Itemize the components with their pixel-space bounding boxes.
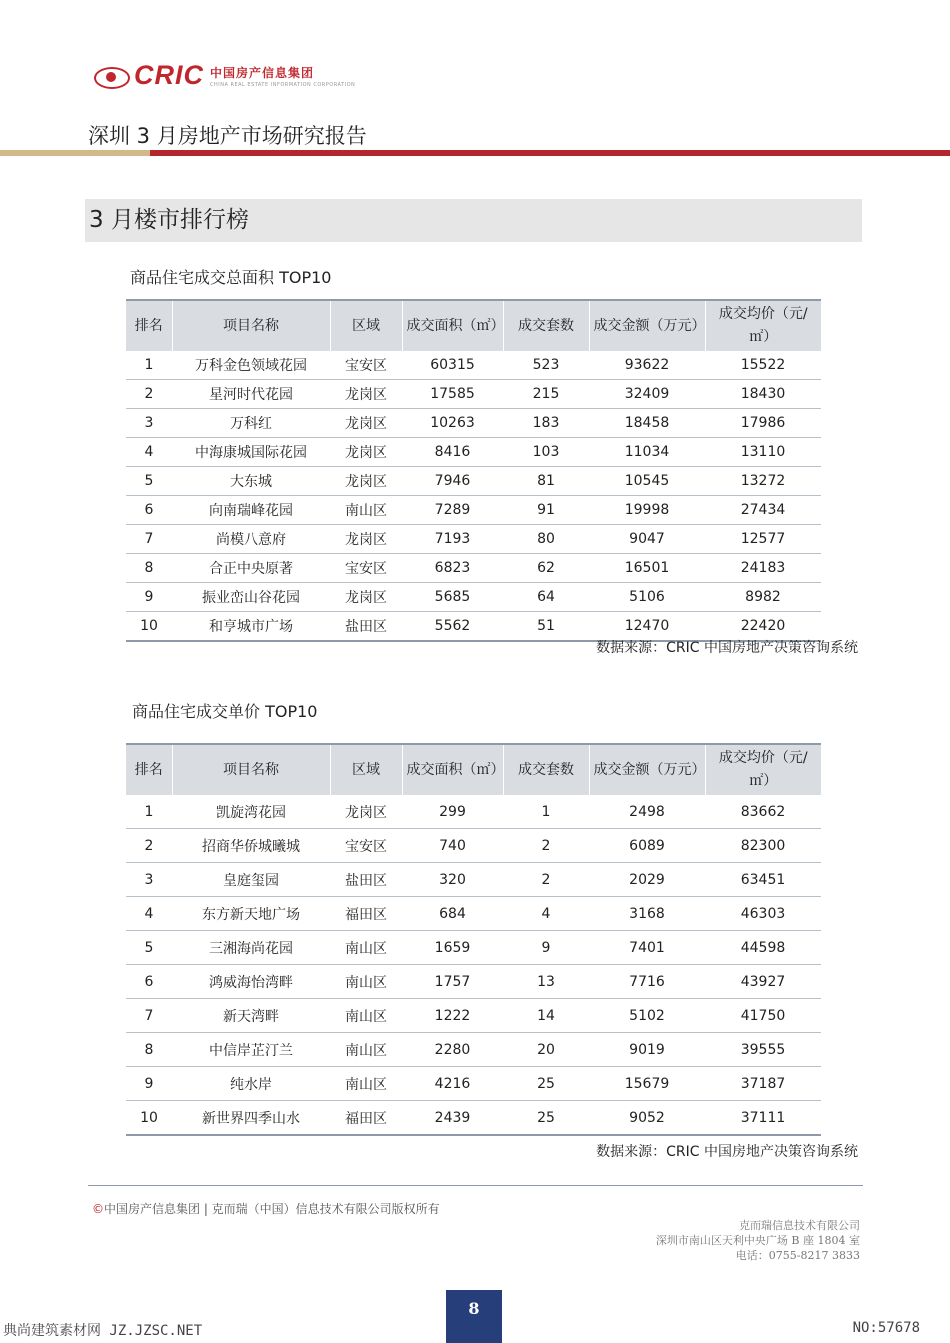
units-cell: 2 (503, 829, 589, 863)
rank-cell: 9 (126, 583, 172, 612)
amount-cell: 9052 (589, 1101, 705, 1136)
amount-cell: 15679 (589, 1067, 705, 1101)
table-row (126, 467, 821, 496)
rank-cell: 9 (126, 1067, 172, 1101)
section-title: 3 月楼市排行榜 (85, 199, 862, 242)
units-cell: 13 (503, 965, 589, 999)
project-name-cell: 和亨城市广场 (172, 612, 330, 642)
units-cell: 20 (503, 1033, 589, 1067)
district-cell: 龙岗区 (330, 438, 402, 467)
logo-en-name: CHINA REAL ESTATE INFORMATION CORPORATION (210, 81, 356, 88)
footer-copyright (92, 1200, 440, 1217)
units-cell: 183 (503, 409, 589, 438)
units-cell: 80 (503, 525, 589, 554)
report-title: 深圳 3 月房地产市场研究报告 (88, 124, 367, 148)
address-street: 深圳市南山区天利中央广场 B 座 1804 室 (655, 1234, 860, 1247)
area-cell: 10263 (402, 409, 503, 438)
amount-cell: 5102 (589, 999, 705, 1033)
avg-price-cell: 13110 (705, 438, 821, 467)
table-row (126, 554, 821, 583)
district-cell: 宝安区 (330, 829, 402, 863)
table-row (126, 1101, 821, 1136)
watermark-left: 典尚建筑素材网 JZ.JZSC.NET (3, 1323, 203, 1339)
project-name-cell: 东方新天地广场 (172, 897, 330, 931)
avg-price-cell: 63451 (705, 863, 821, 897)
project-name-header: 项目名称 (172, 300, 330, 351)
units-header: 成交套数 (503, 300, 589, 351)
units-cell: 9 (503, 931, 589, 965)
rank-cell: 7 (126, 999, 172, 1033)
area-header: 成交面积（㎡） (402, 744, 503, 795)
units-header: 成交套数 (503, 744, 589, 795)
table-row (126, 583, 821, 612)
area-cell: 5685 (402, 583, 503, 612)
price-top10-table (126, 743, 821, 1136)
rank-cell: 5 (126, 931, 172, 965)
rank-cell: 10 (126, 612, 172, 642)
district-cell: 南山区 (330, 1033, 402, 1067)
table-row (126, 1033, 821, 1067)
table-row (126, 380, 821, 409)
project-name-cell: 尚模八意府 (172, 525, 330, 554)
project-name-cell: 万科金色领域花园 (172, 351, 330, 380)
units-cell: 2 (503, 863, 589, 897)
amount-cell: 12470 (589, 612, 705, 642)
table-row (126, 897, 821, 931)
cric-logo-emblem-icon (94, 65, 130, 87)
rank-cell: 5 (126, 467, 172, 496)
avg-price-cell: 18430 (705, 380, 821, 409)
page-number: 8 (446, 1290, 502, 1343)
rank-cell: 10 (126, 1101, 172, 1136)
project-name-cell: 中信岸芷汀兰 (172, 1033, 330, 1067)
project-name-cell: 皇庭玺园 (172, 863, 330, 897)
footer-divider (88, 1185, 863, 1186)
amount-cell: 9047 (589, 525, 705, 554)
district-cell: 南山区 (330, 965, 402, 999)
footer-address (656, 1218, 860, 1263)
rank-cell: 3 (126, 863, 172, 897)
area-cell: 7289 (402, 496, 503, 525)
data-source-note: 数据来源：CRIC 中国房地产决策咨询系统 (596, 1144, 858, 1160)
rank-cell: 4 (126, 897, 172, 931)
district-cell: 龙岗区 (330, 525, 402, 554)
district-cell: 盐田区 (330, 863, 402, 897)
district-cell: 宝安区 (330, 351, 402, 380)
rank-cell: 6 (126, 965, 172, 999)
amount-cell: 19998 (589, 496, 705, 525)
avg-price-cell: 43927 (705, 965, 821, 999)
units-cell: 4 (503, 897, 589, 931)
table-row (126, 351, 821, 380)
header-divider-bar (0, 150, 950, 156)
units-cell: 25 (503, 1101, 589, 1136)
district-cell: 福田区 (330, 1101, 402, 1136)
amount-header: 成交金额（万元） (589, 744, 705, 795)
logo-text (210, 64, 355, 88)
avg-price-header: 成交均价（元/㎡） (705, 744, 821, 795)
avg-price-cell: 39555 (705, 1033, 821, 1067)
area-cell: 299 (402, 795, 503, 829)
project-name-cell: 新世界四季山水 (172, 1101, 330, 1136)
avg-price-cell: 83662 (705, 795, 821, 829)
logo-wordmark: CRIC (134, 60, 204, 90)
area-cell: 2280 (402, 1033, 503, 1067)
units-cell: 1 (503, 795, 589, 829)
amount-cell: 32409 (589, 380, 705, 409)
district-cell: 宝安区 (330, 554, 402, 583)
avg-price-cell: 8982 (705, 583, 821, 612)
project-name-cell: 振业峦山谷花园 (172, 583, 330, 612)
district-cell: 南山区 (330, 496, 402, 525)
amount-cell: 10545 (589, 467, 705, 496)
amount-cell: 7401 (589, 931, 705, 965)
units-cell: 523 (503, 351, 589, 380)
rank-cell: 1 (126, 795, 172, 829)
amount-cell: 93622 (589, 351, 705, 380)
amount-cell: 16501 (589, 554, 705, 583)
project-name-cell: 向南瑞峰花园 (172, 496, 330, 525)
amount-cell: 6089 (589, 829, 705, 863)
area-cell: 4216 (402, 1067, 503, 1101)
rank-cell: 4 (126, 438, 172, 467)
district-cell: 龙岗区 (330, 795, 402, 829)
area-cell: 2439 (402, 1101, 503, 1136)
rank-cell: 1 (126, 351, 172, 380)
units-cell: 103 (503, 438, 589, 467)
rank-cell: 8 (126, 1033, 172, 1067)
project-name-cell: 三湘海尚花园 (172, 931, 330, 965)
project-name-cell: 招商华侨城曦城 (172, 829, 330, 863)
project-name-cell: 大东城 (172, 467, 330, 496)
amount-cell: 18458 (589, 409, 705, 438)
project-name-cell: 星河时代花园 (172, 380, 330, 409)
units-cell: 91 (503, 496, 589, 525)
project-name-cell: 凯旋湾花园 (172, 795, 330, 829)
logo-cn-name: 中国房产信息集团 (210, 65, 315, 80)
avg-price-cell: 46303 (705, 897, 821, 931)
avg-price-cell: 44598 (705, 931, 821, 965)
avg-price-cell: 41750 (705, 999, 821, 1033)
rank-cell: 2 (126, 829, 172, 863)
area-top10-table (126, 299, 821, 642)
copyright-text: 中国房产信息集团 | 克而瑞（中国）信息技术有限公司版权所有 (104, 1202, 440, 1216)
units-cell: 64 (503, 583, 589, 612)
table-row (126, 795, 821, 829)
units-cell: 215 (503, 380, 589, 409)
table-row (126, 965, 821, 999)
area-cell: 7946 (402, 467, 503, 496)
district-cell: 南山区 (330, 931, 402, 965)
table-row (126, 999, 821, 1033)
rank-cell: 6 (126, 496, 172, 525)
table-row (126, 931, 821, 965)
area-cell: 1659 (402, 931, 503, 965)
district-cell: 福田区 (330, 897, 402, 931)
rank-cell: 3 (126, 409, 172, 438)
district-cell: 南山区 (330, 999, 402, 1033)
amount-cell: 2498 (589, 795, 705, 829)
area-header: 成交面积（㎡） (402, 300, 503, 351)
table-caption-area-top10: 商品住宅成交总面积 TOP10 (130, 268, 332, 287)
table-row (126, 525, 821, 554)
avg-price-cell: 12577 (705, 525, 821, 554)
area-cell: 1222 (402, 999, 503, 1033)
project-name-cell: 万科红 (172, 409, 330, 438)
rank-cell: 8 (126, 554, 172, 583)
amount-cell: 3168 (589, 897, 705, 931)
rank-cell: 2 (126, 380, 172, 409)
avg-price-cell: 24183 (705, 554, 821, 583)
district-cell: 盐田区 (330, 612, 402, 642)
avg-price-cell: 22420 (705, 612, 821, 642)
district-cell: 龙岗区 (330, 380, 402, 409)
area-cell: 6823 (402, 554, 503, 583)
rank-header: 排名 (126, 300, 172, 351)
district-cell: 龙岗区 (330, 409, 402, 438)
amount-cell: 11034 (589, 438, 705, 467)
district-header: 区域 (330, 300, 402, 351)
table-row (126, 409, 821, 438)
table-row (126, 496, 821, 525)
rank-header: 排名 (126, 744, 172, 795)
units-cell: 25 (503, 1067, 589, 1101)
table-header-row (126, 744, 821, 795)
units-cell: 51 (503, 612, 589, 642)
amount-header: 成交金额（万元） (589, 300, 705, 351)
district-cell: 龙岗区 (330, 583, 402, 612)
table-caption-price-top10: 商品住宅成交单价 TOP10 (132, 702, 318, 721)
avg-price-cell: 82300 (705, 829, 821, 863)
address-phone: 电话：0755-8217 3833 (735, 1249, 860, 1262)
avg-price-cell: 13272 (705, 467, 821, 496)
amount-cell: 7716 (589, 965, 705, 999)
project-name-header: 项目名称 (172, 744, 330, 795)
area-cell: 5562 (402, 612, 503, 642)
table-row (126, 829, 821, 863)
units-cell: 62 (503, 554, 589, 583)
district-header: 区域 (330, 744, 402, 795)
avg-price-cell: 17986 (705, 409, 821, 438)
area-cell: 1757 (402, 965, 503, 999)
area-cell: 8416 (402, 438, 503, 467)
copyright-icon: © (92, 1202, 104, 1216)
address-company: 克而瑞信息技术有限公司 (739, 1219, 860, 1232)
table-row (126, 863, 821, 897)
area-cell: 17585 (402, 380, 503, 409)
area-cell: 684 (402, 897, 503, 931)
project-name-cell: 中海康城国际花园 (172, 438, 330, 467)
amount-cell: 9019 (589, 1033, 705, 1067)
project-name-cell: 纯水岸 (172, 1067, 330, 1101)
rank-cell: 7 (126, 525, 172, 554)
table-header-row (126, 300, 821, 351)
avg-price-cell: 15522 (705, 351, 821, 380)
area-cell: 320 (402, 863, 503, 897)
district-cell: 南山区 (330, 1067, 402, 1101)
project-name-cell: 合正中央原著 (172, 554, 330, 583)
district-cell: 龙岗区 (330, 467, 402, 496)
table-row (126, 1067, 821, 1101)
table-row (126, 438, 821, 467)
project-name-cell: 新天湾畔 (172, 999, 330, 1033)
cric-logo (94, 62, 355, 89)
avg-price-header: 成交均价（元/㎡） (705, 300, 821, 351)
watermark-right: NO:57678 (852, 1320, 920, 1336)
amount-cell: 5106 (589, 583, 705, 612)
data-source-note: 数据来源：CRIC 中国房地产决策咨询系统 (596, 640, 858, 656)
area-cell: 60315 (402, 351, 503, 380)
units-cell: 14 (503, 999, 589, 1033)
avg-price-cell: 37187 (705, 1067, 821, 1101)
avg-price-cell: 27434 (705, 496, 821, 525)
project-name-cell: 鸿威海怡湾畔 (172, 965, 330, 999)
amount-cell: 2029 (589, 863, 705, 897)
area-cell: 740 (402, 829, 503, 863)
avg-price-cell: 37111 (705, 1101, 821, 1136)
area-cell: 7193 (402, 525, 503, 554)
units-cell: 81 (503, 467, 589, 496)
